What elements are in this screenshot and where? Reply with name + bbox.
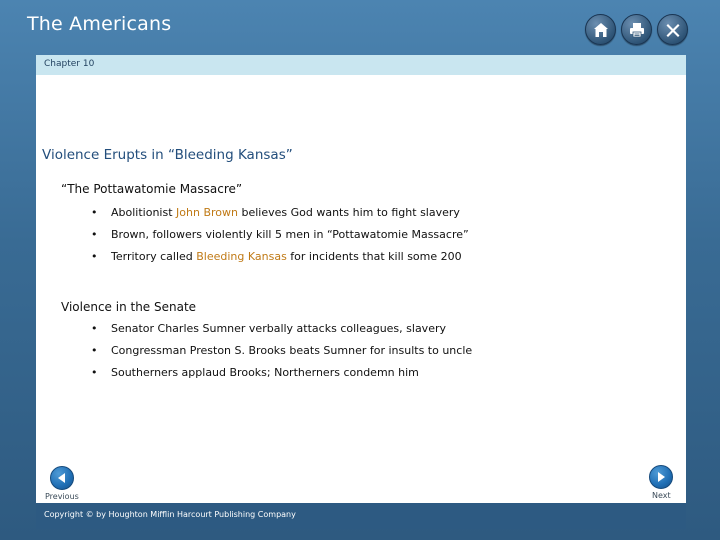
next-button[interactable] [649,465,673,489]
arrow-left-icon [56,472,68,484]
previous-label[interactable]: Previous [45,492,79,501]
home-button[interactable] [585,14,616,45]
close-button[interactable] [657,14,688,45]
previous-button[interactable] [50,466,74,490]
print-button[interactable] [621,14,652,45]
slide-title: Violence Erupts in “Bleeding Kansas” [42,147,293,163]
bullet-list-senate [91,321,472,387]
list-item: • Abolitionist John Brown believes God wants him to fight slavery [91,206,460,219]
home-icon [592,21,610,39]
list-item: • Southerners applaud Brooks; Northerners condemn him [91,366,419,379]
bullet-list-pottawatomie [91,205,469,271]
close-icon [664,21,682,39]
footer-bar [36,503,686,529]
list-item: • Senator Charles Sumner verbally attacks colleagues, slavery [91,322,446,335]
chapter-bar [36,55,686,75]
highlight-john-brown: John Brown [176,206,238,219]
list-item: • Congressman Preston S. Brooks beats Sumner for insults to uncle [91,344,473,357]
chapter-label: Chapter 10 [44,59,95,69]
section-heading-senate: Violence in the Senate [61,300,197,314]
highlight-bleeding-kansas: Bleeding Kansas [196,250,287,263]
next-label[interactable]: Next [652,491,671,500]
print-icon [628,21,646,39]
app-title: The Americans [27,13,172,35]
section-heading-pottawatomie: “The Pottawatomie Massacre” [61,182,243,196]
list-item: • Brown, followers violently kill 5 men in “Pottawatomie Massacre” [91,228,469,241]
arrow-right-icon [655,471,667,483]
copyright-text: Copyright © by Houghton Mifflin Harcourt Publishing Company [44,510,296,519]
list-item: • Territory called Bleeding Kansas for incidents that kill some 200 [91,250,462,263]
slide-content [36,55,686,505]
